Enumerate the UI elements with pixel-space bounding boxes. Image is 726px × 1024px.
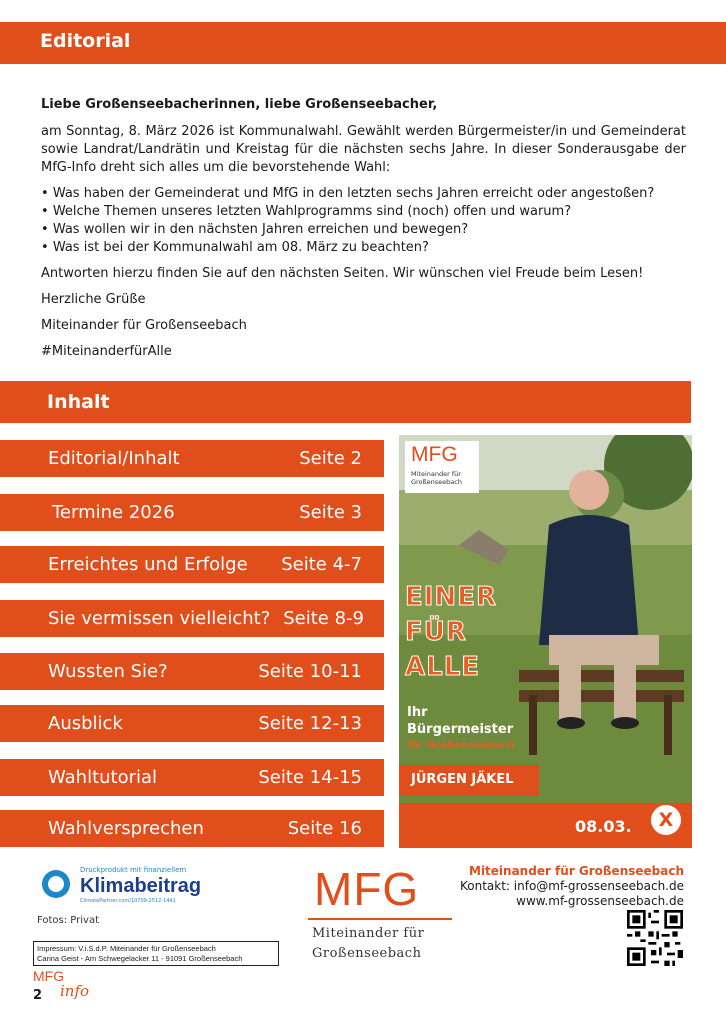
toc-row-ausblick[interactable] xyxy=(0,705,384,742)
toc-page: Seite 4-7 xyxy=(281,554,362,575)
poster-slogan-3: ALLE xyxy=(405,652,481,682)
poster-candidate-name: JÜRGEN JÄKEL xyxy=(399,765,539,795)
toc-page: Seite 3 xyxy=(299,502,362,523)
editorial-answers: Antworten hierzu finden Sie auf den nächsten Seiten. Wir wünschen viel Freude beim Lesen! xyxy=(41,266,644,281)
toc-label: Ausblick xyxy=(48,713,123,734)
toc-label: Wussten Sie? xyxy=(48,661,168,682)
list-item: • Was ist bei der Kommunalwahl am 08. März zu beachten? xyxy=(41,239,686,257)
inhalt-header-bar xyxy=(0,381,691,423)
toc-page: Seite 14-15 xyxy=(258,767,362,788)
editorial-heading: Editorial xyxy=(40,30,131,52)
contact-website[interactable]: www.mf-grossenseebach.de xyxy=(516,894,684,908)
contact-block xyxy=(460,864,684,909)
editorial-hashtag: #MiteinanderfürAlle xyxy=(41,344,172,359)
toc-label: Erreichtes und Erfolge xyxy=(48,554,248,575)
editorial-intro: am Sonntag, 8. März 2026 ist Kommunalwahl. Gewählt werden Bürgermeister/in und Gemeinderat sowie Landrat/Landrätin und Kreistag für die nächsten sechs Jahre. In dieser Sonderausgabe der MfG-Info dreht sich alles um die bevorstehende Wahl: xyxy=(41,124,686,175)
list-item: • Welche Themen unseres letzten Wahlprogramms sind (noch) offen und warum? xyxy=(41,203,686,221)
toc-page: Seite 16 xyxy=(287,818,362,839)
toc-label: Termine 2026 xyxy=(52,502,175,523)
editorial-body xyxy=(41,96,686,361)
poster-logo xyxy=(405,441,479,493)
page-number: 2 xyxy=(33,988,43,1003)
contact-email[interactable]: Kontakt: info@mf-grossenseebach.de xyxy=(459,879,684,893)
toc-label: Editorial/Inhalt xyxy=(48,448,180,469)
toc-page: Seite 8-9 xyxy=(283,608,364,629)
editorial-signature: Miteinander für Großenseebach xyxy=(41,318,247,333)
campaign-poster xyxy=(399,435,692,848)
list-item: • Was haben der Gemeinderat und MfG in den letzten sechs Jahren erreicht oder angestoßen? xyxy=(41,185,686,203)
toc-page: Seite 2 xyxy=(299,448,362,469)
toc-row-wussten[interactable] xyxy=(0,653,384,690)
poster-slogan-1: EINER xyxy=(405,582,497,612)
page-mfg-logo: MFG xyxy=(33,968,65,984)
list-item: • Was wollen wir in den nächsten Jahren erreichen und bewegen? xyxy=(41,221,686,239)
toc-page: Seite 10-11 xyxy=(258,661,362,682)
toc-label: Sie vermissen vielleicht? xyxy=(48,608,271,629)
editorial-greeting: Liebe Großenseebacherinnen, liebe Großenseebacher, xyxy=(41,97,438,112)
poster-sub-2: Bürgermeister xyxy=(407,722,514,737)
poster-logo-subtitle: Miteinander für Großenseebach xyxy=(411,470,462,486)
klimabeitrag-logo: Druckprodukt mit finanziellem Klimabeitrag ClimatePartner.com/10709-2512-1441 xyxy=(40,862,210,904)
poster-date: 08.03. xyxy=(575,817,632,836)
toc-row-editorial[interactable] xyxy=(0,440,384,477)
toc-label: Wahlversprechen xyxy=(48,818,204,839)
toc-label: Wahltutorial xyxy=(48,767,158,788)
poster-sub-1: Ihr xyxy=(407,705,428,720)
inhalt-heading: Inhalt xyxy=(47,391,110,413)
toc-row-termine[interactable] xyxy=(0,494,384,531)
poster-slogan-2: FÜR xyxy=(405,617,467,647)
poster-sub-3: für Großenseebach xyxy=(407,740,515,751)
editorial-header-bar xyxy=(0,22,726,64)
mfg-logo: MFG Miteinander für Großenseebach xyxy=(308,862,452,970)
poster-date-bar xyxy=(399,803,692,848)
divider xyxy=(308,918,452,920)
impressum-box: Impressum: V.i.S.d.P. Miteinander für Großenseebach Carina Geist - Am Schwegelacker 11 - 91091 Großenseebach xyxy=(33,941,279,966)
page-info-label: info xyxy=(60,982,90,1000)
toc-row-erreichtes[interactable] xyxy=(0,546,384,583)
toc-row-wahltutorial[interactable] xyxy=(0,759,384,796)
editorial-question-list xyxy=(41,185,686,257)
qr-code-icon[interactable] xyxy=(627,910,683,966)
ballot-cross-icon: X xyxy=(651,805,681,835)
poster-logo-text: MFG xyxy=(411,443,458,466)
klimabeitrag-icon xyxy=(42,870,70,898)
editorial-closing: Herzliche Grüße xyxy=(41,292,146,307)
toc-row-vermissen[interactable] xyxy=(0,600,384,637)
photo-credit: Fotos: Privat xyxy=(37,915,100,926)
toc-row-wahlversprechen[interactable] xyxy=(0,810,384,847)
toc-page: Seite 12-13 xyxy=(258,713,362,734)
contact-org: Miteinander für Großenseebach xyxy=(469,864,684,878)
